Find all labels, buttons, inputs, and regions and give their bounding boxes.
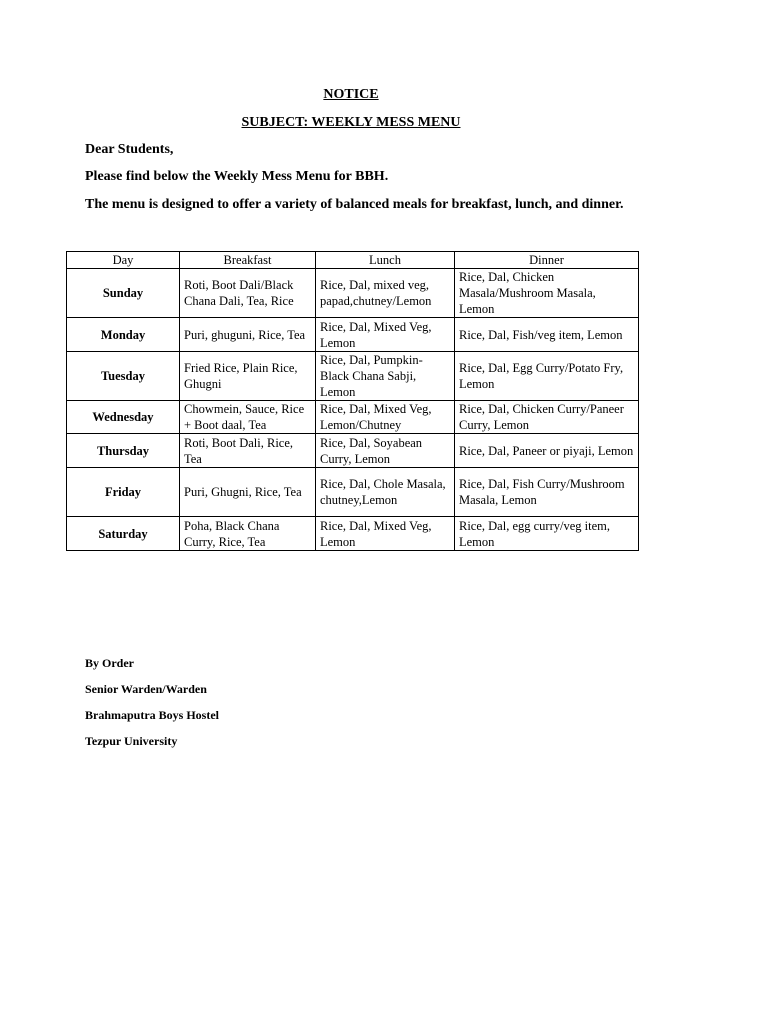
lunch-cell: Rice, Dal, Pumpkin-Black Chana Sabji, Lemon (316, 352, 455, 401)
lunch-cell: Rice, Dal, mixed veg, papad,chutney/Lemon (316, 269, 455, 318)
breakfast-cell: Roti, Boot Dali/Black Chana Dali, Tea, Rice (180, 269, 316, 318)
breakfast-cell: Chowmein, Sauce, Rice + Boot daal, Tea (180, 401, 316, 434)
breakfast-cell: Puri, ghuguni, Rice, Tea (180, 318, 316, 352)
notice-subject: SUBJECT: WEEKLY MESS MENU (241, 115, 461, 130)
dinner-cell: Rice, Dal, Chicken Curry/Paneer Curry, Lemon (455, 401, 639, 434)
greeting: Dear Students, (85, 142, 174, 157)
day-cell: Monday (67, 318, 180, 352)
table-row (67, 352, 639, 401)
dinner-cell: Rice, Dal, Paneer or piyaji, Lemon (455, 434, 639, 468)
day-cell: Sunday (67, 269, 180, 318)
table-row (67, 318, 639, 352)
signature-by-order: By Order (85, 656, 134, 670)
lunch-cell: Rice, Dal, Chole Masala, chutney,Lemon (316, 468, 455, 517)
table-row (67, 468, 639, 517)
breakfast-cell: Poha, Black Chana Curry, Rice, Tea (180, 517, 316, 551)
signature-designation: Senior Warden/Warden (85, 682, 207, 696)
signature-university: Tezpur University (85, 734, 178, 748)
table-row (67, 401, 639, 434)
lunch-cell: Rice, Dal, Mixed Veg, Lemon (316, 517, 455, 551)
table-row (67, 517, 639, 551)
day-cell: Wednesday (67, 401, 180, 434)
table-row (67, 434, 639, 468)
mess-menu-table (66, 251, 639, 551)
dinner-cell: Rice, Dal, Chicken Masala/Mushroom Masala, Lemon (455, 269, 639, 318)
notice-title: NOTICE (323, 87, 379, 102)
day-cell: Thursday (67, 434, 180, 468)
dinner-cell: Rice, Dal, Egg Curry/Potato Fry, Lemon (455, 352, 639, 401)
breakfast-cell: Fried Rice, Plain Rice, Ghugni (180, 352, 316, 401)
day-cell: Saturday (67, 517, 180, 551)
dinner-cell: Rice, Dal, Fish Curry/Mushroom Masala, Lemon (455, 468, 639, 517)
table-row (67, 269, 639, 318)
header-breakfast: Breakfast (180, 252, 316, 269)
breakfast-cell: Puri, Ghugni, Rice, Tea (180, 468, 316, 517)
breakfast-cell: Roti, Boot Dali, Rice, Tea (180, 434, 316, 468)
day-cell: Friday (67, 468, 180, 517)
signature-hostel: Brahmaputra Boys Hostel (85, 708, 220, 722)
header-dinner: Dinner (455, 252, 639, 269)
dinner-cell: Rice, Dal, egg curry/veg item, Lemon (455, 517, 639, 551)
description-line: The menu is designed to offer a variety of balanced meals for breakfast, lunch, and dinner. (85, 197, 624, 212)
dinner-cell: Rice, Dal, Fish/veg item, Lemon (455, 318, 639, 352)
header-day: Day (67, 252, 180, 269)
header-lunch: Lunch (316, 252, 455, 269)
day-cell: Tuesday (67, 352, 180, 401)
lunch-cell: Rice, Dal, Soyabean Curry, Lemon (316, 434, 455, 468)
lunch-cell: Rice, Dal, Mixed Veg, Lemon/Chutney (316, 401, 455, 434)
lunch-cell: Rice, Dal, Mixed Veg, Lemon (316, 318, 455, 352)
intro-line: Please find below the Weekly Mess Menu for BBH. (85, 169, 389, 184)
table-header-row (67, 252, 639, 269)
